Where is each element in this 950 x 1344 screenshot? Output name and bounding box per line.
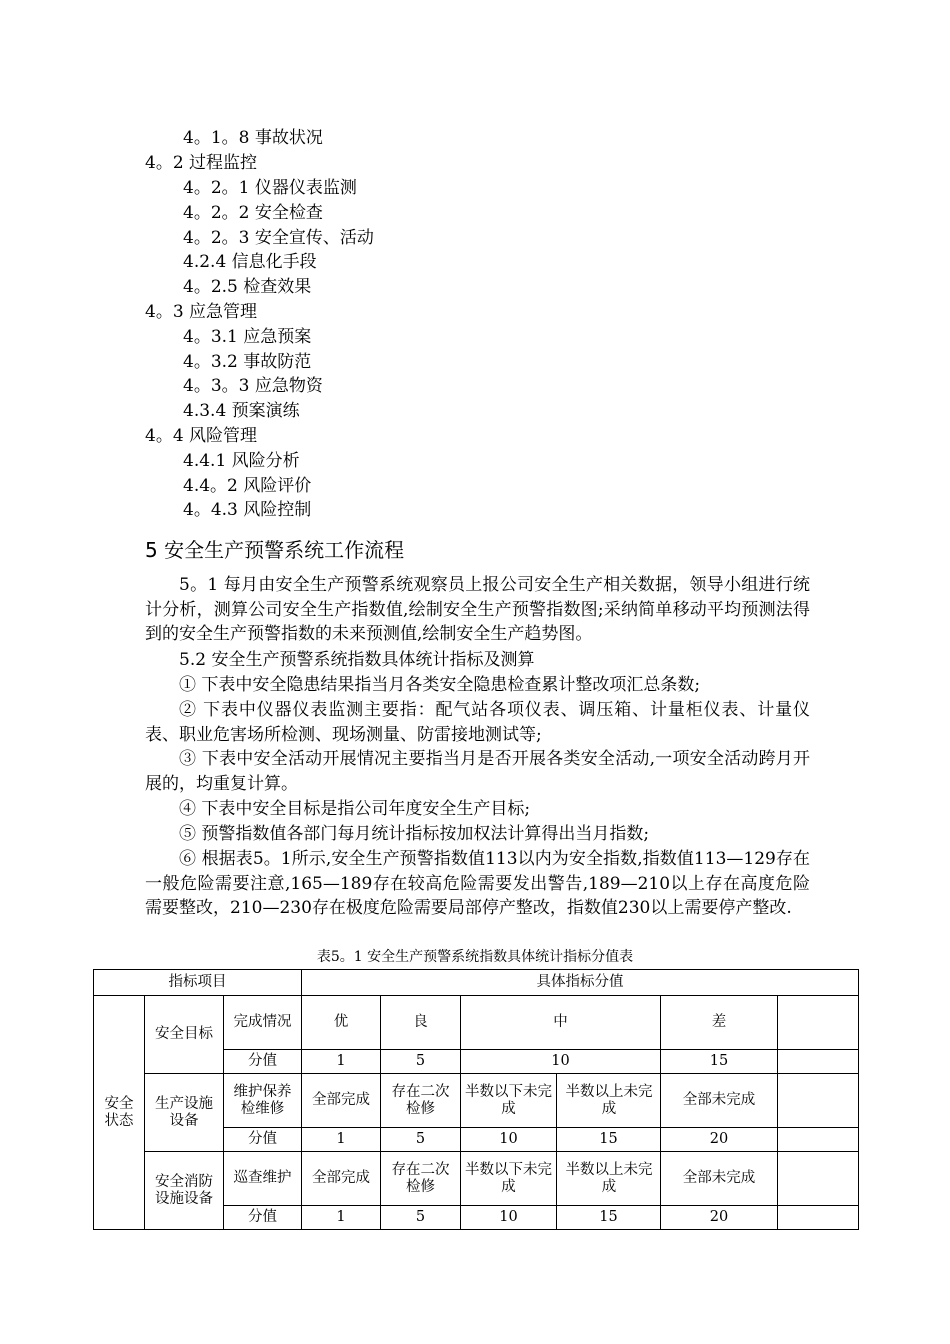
level-cell: 差 [661, 996, 778, 1050]
score-cell: 20 [661, 1128, 778, 1152]
toc-item: 4。2。3 安全宣传、活动 [183, 228, 374, 248]
empty-cell [778, 1050, 859, 1074]
score-cell: 1 [302, 1050, 381, 1074]
toc-item: 4.4。2 风险评价 [183, 476, 312, 496]
toc-section: 4。3 应急管理 [145, 302, 258, 322]
toc-item: 4。2。1 仪器仪表监测 [183, 178, 357, 198]
empty-cell [778, 1074, 859, 1128]
toc-item: 4。4.3 风险控制 [183, 500, 312, 520]
toc-item: 4.2.4 信息化手段 [183, 252, 317, 272]
row-criterion: 完成情况 [224, 996, 302, 1050]
section-heading: 5 安全生产预警系统工作流程 [145, 538, 405, 562]
score-cell: 5 [381, 1050, 461, 1074]
toc-section: 4。4 风险管理 [145, 426, 258, 446]
paragraph: ③ 下表中安全活动开展情况主要指当月是否开展各类安全活动,一项安全活动跨月开展的，均重复计算。 [145, 749, 810, 794]
empty-cell [778, 1152, 859, 1206]
paragraph: 5.2 安全生产预警系统指数具体统计指标及测算 [179, 650, 535, 670]
level-cell: 半数以下未完成 [461, 1074, 557, 1128]
header-item: 指标项目 [94, 970, 302, 996]
score-cell: 10 [461, 1050, 661, 1074]
table-row [94, 1074, 859, 1128]
score-cell: 10 [461, 1128, 557, 1152]
empty-cell [778, 996, 859, 1050]
level-cell: 良 [381, 996, 461, 1050]
empty-cell [778, 1128, 859, 1152]
score-label: 分值 [224, 1050, 302, 1074]
toc-item: 4。3.1 应急预案 [183, 327, 312, 347]
row-name: 安全消防设施设备 [145, 1152, 224, 1230]
score-label: 分值 [224, 1128, 302, 1152]
toc-item: 4.4.1 风险分析 [183, 451, 300, 471]
toc-item: 4。2.5 检查效果 [183, 277, 312, 297]
table-row [94, 996, 859, 1050]
paragraph: ⑥ 根据表5。1所示,安全生产预警指数值113以内为安全指数,指数值113—129存在一般危险需要注意,165—189存在较高危险需要发出警告,189—210以上存在高度危险需要整改，210—230存在极度危险需要局部停产整改，指数值230以上需要停产整改. [145, 849, 810, 919]
paragraph: ① 下表中安全隐患结果指当月各类安全隐患检查累计整改项汇总条数; [179, 675, 701, 695]
score-cell: 10 [461, 1206, 557, 1230]
index-table [93, 969, 859, 1230]
score-cell: 15 [661, 1050, 778, 1074]
paragraph: 5。1 每月由安全生产预警系统观察员上报公司安全生产相关数据，领导小组进行统计分析，测算公司安全生产指数值,绘制安全生产预警指数图;采纳简单移动平均预测法得到的安全生产预警指数的未来预测值,绘制安全生产趋势图。 [145, 575, 810, 645]
empty-cell [778, 1206, 859, 1230]
row-criterion: 巡查维护 [224, 1152, 302, 1206]
level-cell: 全部完成 [302, 1152, 381, 1206]
level-cell: 存在二次检修 [381, 1074, 461, 1128]
group-label: 安全状态 [94, 996, 145, 1230]
level-cell: 全部未完成 [661, 1074, 778, 1128]
level-cell: 半数以上未完成 [557, 1152, 661, 1206]
row-name: 生产设施设备 [145, 1074, 224, 1152]
level-cell: 中 [461, 996, 661, 1050]
score-cell: 1 [302, 1128, 381, 1152]
score-cell: 15 [557, 1128, 661, 1152]
score-cell: 5 [381, 1206, 461, 1230]
row-name: 安全目标 [145, 996, 224, 1074]
level-cell: 半数以上未完成 [557, 1074, 661, 1128]
toc-section: 4。2 过程监控 [145, 153, 258, 173]
score-label: 分值 [224, 1206, 302, 1230]
toc-item: 4。2。2 安全检查 [183, 203, 323, 223]
score-cell: 20 [661, 1206, 778, 1230]
header-values: 具体指标分值 [302, 970, 859, 996]
score-cell: 1 [302, 1206, 381, 1230]
row-criterion: 维护保养检维修 [224, 1074, 302, 1128]
toc-item: 4。3。3 应急物资 [183, 376, 323, 396]
level-cell: 全部未完成 [661, 1152, 778, 1206]
level-cell: 全部完成 [302, 1074, 381, 1128]
toc-item: 4.3.4 预案演练 [183, 401, 300, 421]
level-cell: 半数以下未完成 [461, 1152, 557, 1206]
table-row [94, 1152, 859, 1206]
level-cell: 存在二次检修 [381, 1152, 461, 1206]
toc-item: 4。3.2 事故防范 [183, 352, 312, 372]
paragraph: ② 下表中仪器仪表监测主要指：配气站各项仪表、调压箱、计量柜仪表、计量仪表、职业危害场所检测、现场测量、防雷接地测试等; [145, 700, 810, 745]
paragraph: ⑤ 预警指数值各部门每月统计指标按加权法计算得出当月指数; [179, 824, 650, 844]
table-caption: 表5。1 安全生产预警系统指数具体统计指标分值表 [316, 949, 634, 965]
score-cell: 15 [557, 1206, 661, 1230]
paragraph: ④ 下表中安全目标是指公司年度安全生产目标; [179, 799, 531, 819]
toc-item: 4。1。8 事故状况 [183, 128, 323, 148]
score-cell: 5 [381, 1128, 461, 1152]
level-cell: 优 [302, 996, 381, 1050]
table-header-row [94, 970, 859, 996]
